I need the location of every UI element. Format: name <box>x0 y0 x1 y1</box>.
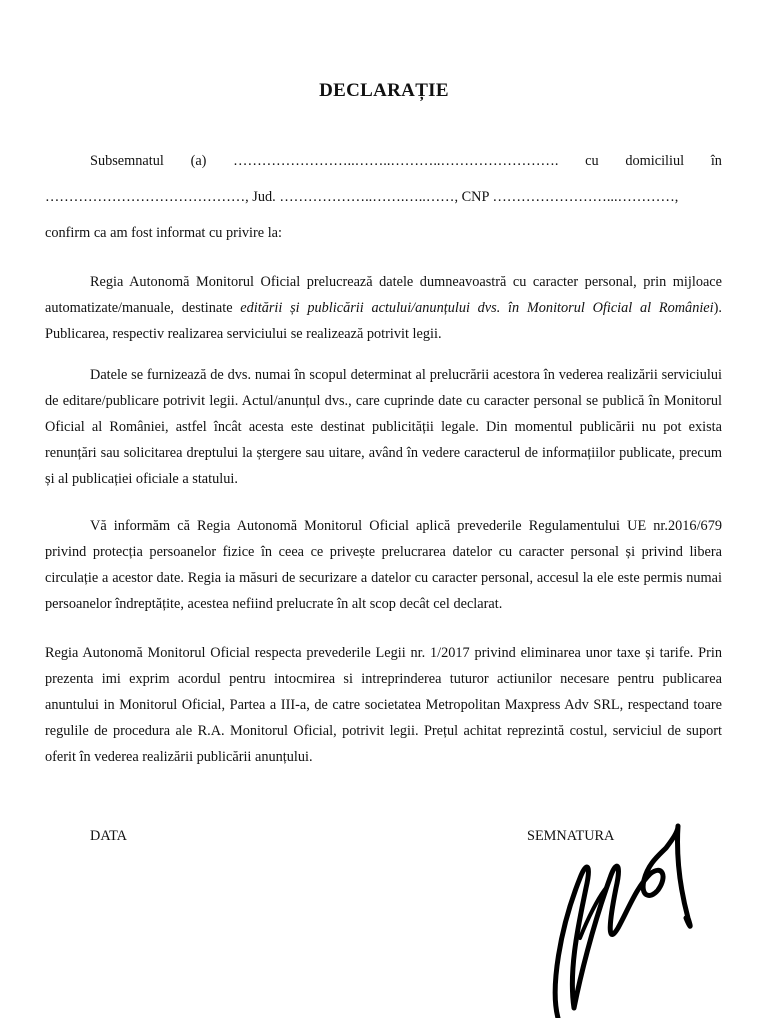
intro-word-a: (a) <box>190 153 207 169</box>
intro-word-in: în <box>710 153 722 169</box>
signature-label: SEMNATURA <box>527 828 615 844</box>
handwritten-signature <box>540 818 710 1018</box>
intro-line-3: confirm ca am fost informat cu privire la: <box>45 225 283 241</box>
paragraph-1-text-before: Regia Autonomă Monitorul Oficial prelucrează datele dumneavoastră cu caracter personal, prin mijloace automatizate/manuale, destinate <box>45 274 722 316</box>
paragraph-4: Regia Autonomă Monitorul Oficial respecta prevederile Legii nr. 1/2017 privind eliminarea unor taxe și tarife. Prin prezenta imi exprim acordul pentru intocmirea si intreprinderea tuturor actiunilor necesare pentru publicarea anuntului in Monitorul Oficial, Partea a III-a, de catre societatea Metropolitan Maxpress Adv SRL, respectand toare regulile de procedura ale R.A. Monitorul Oficial, potrivit legii. Prețul achitat reprezintă costul, serviciul de suport oferit în vederea realizării publicării anunțului. <box>45 645 722 765</box>
intro-word-domiciliul: domiciliul <box>625 153 685 169</box>
intro-section <box>45 148 722 246</box>
intro-line-1 <box>45 148 722 174</box>
intro-word-subsemnatul: Subsemnatul <box>90 153 164 169</box>
paragraph-1 <box>45 269 722 347</box>
document-title: DECLARAȚIE <box>319 80 449 101</box>
intro-word-cu: cu <box>585 153 599 169</box>
paragraph-3: Vă informăm că Regia Autonomă Monitorul Oficial aplică prevederile Regulamentului UE nr.2016/679 privind protecția persoanelor fizice în ceea ce privește prelucrarea datelor cu caracter personal și privind libera circulație a acestor date. Regia ia măsuri de securizare a datelor cu caracter personal, accesul la ele este permis numai persoanelor îndreptățite, acestea nefiind prelucrate în alt scop decât cel declarat. <box>45 518 722 612</box>
name-blank: ……………………..……..………..……………………. <box>233 153 559 169</box>
paragraph-2: Datele se furnizează de dvs. numai în scopul determinat al prelucrării acestora în vederea realizării serviciului de editare/publicare potrivit legii. Actul/anunțul dvs., care cuprinde date cu caracter personal se publică în Monitorul Oficial al României, astfel încât acesta este destinat publicității legale. Din momentul publicării nu pot exista renunțări sau solicitarea dreptului la ștergere sau uitare, având în vedere caracterul de informațiilor publicate, precum și al publicației oficiale a statului. <box>45 367 722 487</box>
paragraph-1-text-after: ). Publicarea, respectiv realizarea serviciului se realizează potrivit legii. <box>45 300 722 342</box>
intro-line-2: ……………………………………, Jud. ………………..…….…..……, CNP ……………………...…………, <box>45 189 679 205</box>
date-label: DATA <box>90 828 127 844</box>
paragraph-1-italic: editării și publicării actului/anunțului dvs. în Monitorul Oficial al României <box>240 300 714 316</box>
